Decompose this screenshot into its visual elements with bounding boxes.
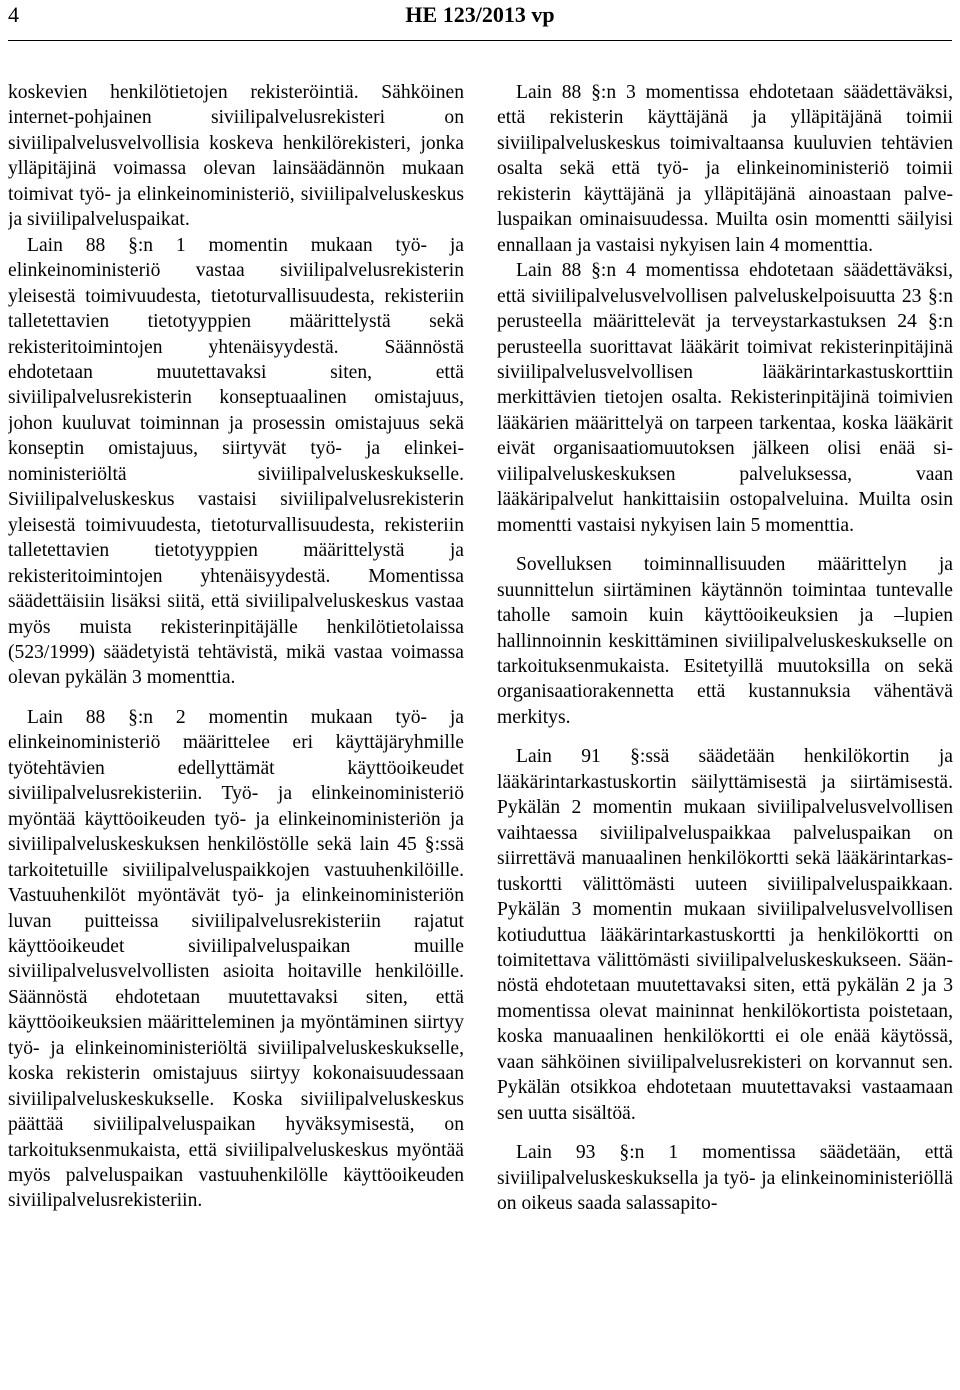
left-column: [8, 80, 464, 1214]
paragraph: koskevien henkilötietojen rekisteröintiä. Sähköinen internet-pohjainen siviilipalvelusrekisteri on siviilipalvelusvelvollisia koskeva henkilörekisteri, jonka ylläpitäjinä voimassa olevan lainsäädännön mukaan toimivat työ- ja elinkeinoministeriö, siviilipalveluskeskus ja siviilipalveluspaikat.: [8, 82, 464, 231]
paragraph: Lain 88 §:n 2 momentin mukaan työ- ja elinkeinoministeriö määrittelee eri käyttäjäryhmille työtehtävien edellyttämät käyttöoikeudet siviilipalvelusrekisteriin. Työ- ja elinkeinoministeriö myöntää käyttöoikeuden työ- ja elinkeinoministeriön ja siviilipalveluskeskuksen henkilöstölle sekä lain 45 §:ssä tarkoitetuille siviilipalveluspaikkojen vastuuhenkilöille. Vastuuhenkilöt myöntävät työ- ja elinkeinoministeriön luvan puitteissa siviilipalvelusrekisteriin rajatut käyttöoikeudet siviilipalveluspaikan muille siviilipalvelusvelvollisten asioita hoitaville henkilöille. Säännöstä ehdotetaan muutettavaksi siten, että käyttöoikeuksien määritteleminen ja myöntäminen siirtyy työ- ja elinkeinoministeriöltä siviilipalveluskeskukselle, koska rekisterin omistajuus siirtyy kokonaisuudessaan siviilipalveluskeskukselle. Koska siviilipalveluskeskus päättää siviilipalveluspaikan hyväksymisestä, on tarkoituksenmukaista, että siviilipalveluskeskus myöntää myös palveluspaikan vastuuhenkilölle käyttöoikeuden siviilipalvelusrekisteriin.: [8, 706, 464, 1212]
right-column: [497, 80, 953, 1216]
paragraph: Lain 88 §:n 4 momentissa ehdotetaan säädettäväksi, että siviilipalvelusvelvollisen palveluskelpoisuutta 23 §:n perusteella määrittelevät ja terveystarkastuksen 24 §:n perusteella suorittavat lääkärit toimivat rekisterinpitäjinä siviilipalvelusvelvollisen lääkärintarkastuskorttiin merkittävien tietojen osalta. Rekisterinpitäjinä toimivien lääkärien määrittelyä on tarpeen tarkentaa, koska lääkärit eivät organisaatiomuutoksen jälkeen olisi enää siviilipalveluskeskuksen palveluksessa, vaan lääkäripalvelut hankittaisiin ostopalveluina. Muilta osin momentti vastaisi nykyisen lain 5 momenttia.: [497, 260, 953, 536]
header-rule: [8, 40, 952, 41]
page-header: [8, 0, 952, 40]
paragraph: Lain 91 §:ssä säädetään henkilökortin ja lääkärintarkastuskortin säilyttämisestä ja siirtämisestä. Pykälän 2 momentin mukaan siviilipalvelusvelvollisen vaihtaessa siviilipalveluspaikkaa palveluspaikan on siirrettävä manuaalinen henkilökortti sekä lääkärintarkastuskortti välittömästi uuteen siviilipalveluspaikkaan. Pykälän 3 momentin mukaan siviilipalvelusvelvollisen kotiuduttua lääkärintarkastuskortti ja henkilökortti on toimitettava välittömästi siviilipalveluskeskukseen. Säännöstä ehdotetaan muutettavaksi siten, että pykälän 2 ja 3 momentissa olevat maininnat henkilökortista poistetaan, koska manuaalinen henkilökortti ei ole enää käytössä, vaan sähköinen siviilipalvelusrekisteri on korvannut sen. Pykälän otsikkoa ehdotetaan muutettavaksi vastaamaan sen uutta sisältöä.: [497, 746, 953, 1124]
document-identifier: HE 123/2013 vp: [405, 2, 555, 27]
paragraph: Lain 88 §:n 1 momentin mukaan työ- ja elinkeinoministeriö vastaa siviilipalvelusrekisterin yleisestä toimivuudesta, tietoturvallisuudesta, rekisteriin talletettavien tietotyyppien määrittelystä sekä rekisteritoimintojen yhtenäisyydestä. Säännöstä ehdotetaan muutettavaksi siten, että siviilipalvelusrekisterin konseptuaalinen omistajuus, johon kuuluvat toiminnan ja prosessin omistajuus sekä konseptin omistajuus, siirtyvät työ- ja elinkeinoministeriöltä siviilipalveluskeskukselle. Siviilipalveluskeskus vastaisi siviilipalvelusrekisterin yleisestä toimivuudesta, tietoturvallisuudesta, rekisteriin talletettavien tietotyyppien määrittelystä ja rekisteritoimintojen yhtenäisyydestä. Momentissa säädettäisiin lisäksi siitä, että siviilipalveluskeskus vastaa myös muista rekisterinpitäjälle henkilötietolaissa (523/1999) säädetyistä tehtävistä, mikä vastaa voimassa olevan pykälän 3 momenttia.: [8, 234, 464, 689]
paragraph: Lain 88 §:n 3 momentissa ehdotetaan säädettäväksi, että rekisterin käyttäjänä ja ylläpitäjänä toimii siviilipalveluskeskus toimivaltaansa kuuluvien tehtävien osalta sekä että työ- ja elinkeinoministeriö toimii rekisterin käyttäjänä ja ylläpitäjänä ainoastaan palveluspaikan ominaisuudessa. Muilta osin momentti säilyisi ennallaan ja vastaisi nykyisen lain 4 momenttia.: [497, 82, 953, 256]
paragraph: Sovelluksen toiminnallisuuden määrittelyn ja suunnittelun siirtäminen käytännön toimintaa tuntevalle taholle samoin kuin käyttöoikeuksien ja –lupien hallinnoinnin keskittäminen siviilipalveluskeskukselle on tarkoituksenmukaista. Esitetyillä muutoksilla on sekä organisaatiorakennetta että kustannuksia vähentävä merkitys.: [497, 554, 953, 728]
page-number: 4: [8, 2, 19, 27]
paragraph: Lain 93 §:n 1 momentissa säädetään, että siviilipalveluskeskuksella ja työ- ja elinkeinoministeriöllä on oikeus saada salassapito-: [497, 1142, 953, 1215]
